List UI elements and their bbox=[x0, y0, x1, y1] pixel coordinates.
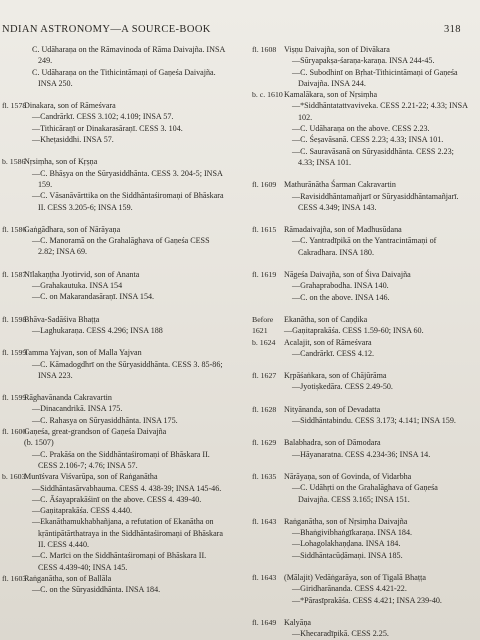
work-entry: —C. on the Sūryasiddhānta. INSA 184. bbox=[32, 585, 161, 595]
date-marker: fl. 1600 bbox=[2, 427, 27, 437]
work-entry: —Siddhāntabindu. CESS 3.173; 4.141; INSA 159. bbox=[292, 416, 456, 426]
date-marker: b. 1603 bbox=[2, 472, 26, 482]
author-name: Viṣṇu Daivajña, son of Divākara bbox=[284, 45, 390, 54]
author-name: Nārāyaṇa, son of Govinda, of Vidarbha bbox=[284, 471, 412, 481]
author-entry bbox=[2, 314, 226, 325]
work-entry: —C. Āśayaprakāśinī on the above. CESS 4. 439-40. bbox=[32, 494, 202, 504]
work-entry: —C. Sauravāsanā on Sūryasiddhānta. CESS 2.23; 4.33; INSA 101. bbox=[292, 146, 454, 167]
entry-spacer bbox=[252, 393, 470, 404]
author-entry bbox=[2, 156, 226, 167]
entry-spacer bbox=[252, 606, 470, 617]
work-entry: —Tithicāraṇī or Dinakarasāraṇī. CESS 3. 104. bbox=[32, 123, 183, 133]
author-name: Balabhadra, son of Dāmodara bbox=[284, 438, 381, 448]
work-entry: —C. on Makarandasāraṇī. INSA 154. bbox=[32, 292, 155, 302]
author-entry bbox=[2, 100, 226, 111]
author-entry bbox=[252, 516, 470, 527]
work-entry: —Dinacandrikā. INSA 175. bbox=[32, 404, 123, 414]
date-marker: fl. 1603 bbox=[2, 573, 27, 583]
work-entry: —C. Bhāṣya on the Sūryasiddhānta. CESS 3. 204-5; INSA 159. bbox=[32, 168, 223, 189]
right-column bbox=[252, 44, 470, 639]
author-entry bbox=[252, 179, 470, 190]
author-entry bbox=[2, 392, 226, 403]
date-marker: b. 1624 bbox=[252, 337, 276, 347]
work-entry: —Siddhāntasārvabhauma. CESS 4. 438-39; INSA 145-46. bbox=[32, 483, 222, 493]
work-entry: C. Udāharaṇa on the Rāmavinoda of Rāma Daivajña. INSA 249. bbox=[32, 45, 225, 66]
work-entry: —C. Manoramā on the Grahalāghava of Gaṇeśa CESS 2.82; INSA 69. bbox=[32, 236, 210, 257]
work-entry: —Khecaradīpikā. CESS 2.25. bbox=[292, 629, 389, 639]
date-marker: b. c. 1610 bbox=[252, 90, 283, 100]
date-marker: Before bbox=[252, 314, 274, 324]
date-marker: fl. 1587 bbox=[2, 269, 27, 279]
entry-spacer bbox=[252, 303, 470, 314]
author-entry bbox=[252, 337, 470, 348]
work-entry: C. Udāharaṇa on the Tithicintāmaṇi of Gaṇeśa Daivajña. INSA 250. bbox=[32, 67, 216, 88]
work-entry: —Ekanāthamukhabhañjana, a refutation of Ekanātha on kṛāntipātārthatraya in the Siddhāntaśiromaṇi of Bhāskara II. CESS 4.440. bbox=[32, 517, 223, 549]
date-marker: fl. 1586 bbox=[2, 224, 27, 234]
work-entry: —Siddhāntacūḍāmaṇi. INSA 185. bbox=[292, 550, 403, 560]
author-entry bbox=[252, 437, 470, 448]
author-name: Gaṅgādhara, son of Nārāyaṇa bbox=[24, 224, 121, 234]
work-entry: —Gaṇitaprakāśa. CESS 4.440. bbox=[32, 506, 133, 516]
date-marker: fl. 1599 bbox=[2, 348, 27, 358]
work-entry: —C. Kāmadogdhrī on the Sūryasiddhānta. CESS 3. 85-86; INSA 223. bbox=[32, 359, 223, 380]
author-entry bbox=[252, 89, 470, 100]
author-name: Bhāva-Sadāśiva Bhaṭṭa bbox=[24, 314, 100, 324]
author-entry bbox=[252, 44, 470, 55]
date-marker: fl. 1627 bbox=[252, 371, 277, 381]
date-marker: fl. 1598 bbox=[2, 314, 27, 324]
author-name: Rāghavānanda Cakravartin bbox=[24, 393, 112, 403]
work-entry: —Kheṭasiddhi. INSA 57. bbox=[32, 135, 114, 145]
entry-spacer bbox=[2, 89, 226, 100]
author-name: Raṅganātha, son of Nṛsiṃha Daivajña bbox=[284, 516, 408, 526]
work-entry: —C. Prakāśa on the Siddhāntaśiromaṇi of Bhāskara II. CESS 2.106-7; 4.76; INSA 57. bbox=[32, 449, 210, 470]
author-name: Nityānanda, son of Devadatta bbox=[284, 404, 381, 414]
entry-spacer bbox=[252, 561, 470, 572]
work-entry: —Lohagolakhaṇḍana. INSA 184. bbox=[292, 539, 401, 549]
work-entry: —Hāyanaratna. CESS 4.234-36; INSA 14. bbox=[292, 449, 431, 459]
entry-spacer bbox=[2, 303, 226, 314]
work-entry: —Giridharānanda. CESS 4.421-22. bbox=[292, 584, 407, 594]
work-entry: —C. on the above. INSA 146. bbox=[292, 292, 390, 302]
entry-spacer bbox=[252, 460, 470, 471]
date-marker: fl. 1649 bbox=[252, 617, 277, 627]
date-marker: fl. 1619 bbox=[252, 270, 277, 280]
entry-spacer bbox=[2, 336, 226, 347]
author-name: Dinakara, son of Rāmeśvara bbox=[24, 101, 116, 111]
entry-spacer bbox=[2, 381, 226, 392]
work-entry: —Grahaprabodha. INSA 140. bbox=[292, 281, 389, 291]
work-entry: —Laghukaraṇa. CESS 4.296; INSA 188 bbox=[32, 325, 163, 335]
date-marker: fl. 1609 bbox=[252, 180, 277, 190]
author-entry bbox=[252, 314, 470, 325]
entry-spacer bbox=[2, 213, 226, 224]
author-name: Tamma Yajvan, son of Malla Yajvan bbox=[24, 348, 142, 358]
date-marker: fl. 1615 bbox=[252, 225, 277, 235]
author-entry bbox=[252, 617, 470, 628]
entry-spacer bbox=[252, 258, 470, 269]
author-entry bbox=[252, 325, 470, 336]
work-entry: —C. Yantradīpikā on the Yantracintāmaṇi of Cakradhara. INSA 180. bbox=[292, 236, 437, 257]
author-entry bbox=[252, 224, 470, 235]
date-marker: fl. 1643 bbox=[252, 516, 277, 526]
author-name: Ekanātha, son of Caṇḍika bbox=[284, 314, 368, 324]
entry-spacer bbox=[252, 359, 470, 370]
author-name: Mathurānātha Śarman Cakravartin bbox=[284, 180, 396, 190]
work-entry: —Candrārkī. CESS 3.102; 4.109; INSA 57. bbox=[32, 112, 174, 122]
date-marker: fl. 1635 bbox=[252, 471, 277, 481]
work-entry: —C. Vāsanāvārttika on the Siddhāntaśiromaṇi of Bhāskara II. CESS 3.205-6; INSA 159. bbox=[32, 191, 224, 212]
running-header-title: NDIAN ASTRONOMY—A SOURCE-BOOK bbox=[2, 24, 211, 35]
author-name: Nṛsiṃha, son of Kṛṣṇa bbox=[24, 157, 98, 167]
left-column bbox=[2, 44, 226, 595]
entry-spacer bbox=[252, 213, 470, 224]
date-marker: fl. 1628 bbox=[252, 404, 277, 414]
work-entry: —Jyotiṣkedāra. CESS 2.49-50. bbox=[292, 382, 393, 392]
date-marker: fl. 1643 bbox=[252, 572, 277, 582]
date-marker: fl. 1578 bbox=[2, 101, 27, 111]
work-entry: —Candrārkī. CESS 4.12. bbox=[292, 348, 375, 358]
work-entry: —C. Marīci on the Siddhāntaśiromaṇi of Bhāskara II. CESS 4.439-40; INSA 145. bbox=[32, 551, 207, 572]
work-entry: —Grahakautuka. INSA 154 bbox=[32, 281, 123, 291]
work-entry: —*Pārasīprakāśa. CESS 4.421; INSA 239-40. bbox=[292, 595, 442, 605]
date-marker: 1621 bbox=[252, 326, 268, 336]
author-entry bbox=[2, 573, 226, 584]
author-name: Nīlakaṇṭha Jyotirvid, son of Ananta bbox=[24, 269, 140, 279]
author-entry bbox=[2, 269, 226, 280]
author-entry bbox=[252, 471, 470, 482]
work-entry: —Bhaṅgivibhaṅgīkaraṇa. INSA 184. bbox=[292, 528, 413, 538]
work-entry: —C. Rahasya on Sūryasiddhānta. INSA 175. bbox=[32, 415, 178, 425]
author-entry bbox=[2, 224, 226, 235]
work-entry: —*Siddhāntatattvaviveka. CESS 2.21-22; 4.33; INSA 102. bbox=[292, 101, 468, 122]
author-entry bbox=[252, 404, 470, 415]
entry-spacer bbox=[252, 426, 470, 437]
author-name: Rāmadaivajña, son of Madhusūdana bbox=[284, 225, 402, 235]
author-name: (Mālajit) Vedāṅgarāya, son of Tigalā Bhaṭṭa bbox=[284, 572, 426, 582]
author-entry bbox=[252, 269, 470, 280]
date-marker: fl. 1599 bbox=[2, 393, 27, 403]
author-entry bbox=[2, 347, 226, 358]
author-entry bbox=[2, 471, 226, 482]
author-name: —Gaṇitaprakāśa. CESS 1.59-60; INSA 60. bbox=[284, 326, 424, 336]
date-marker: fl. 1629 bbox=[252, 438, 277, 448]
author-name: Acalajit, son of Rāmeśvara bbox=[284, 337, 372, 347]
work-entry: —C. Śeṣavāsanā. CESS 2.23; 4.33; INSA 101. bbox=[292, 135, 444, 145]
entry-spacer bbox=[2, 258, 226, 269]
work-entry: —C. Subodhinī on Bṛhat-Tithicintāmaṇi of Gaṇeśa Daivajña. INSA 244. bbox=[292, 67, 458, 88]
work-entry: —Sūryapakṣa-śaraṇa-karaṇa. INSA 244-45. bbox=[292, 56, 435, 66]
entry-spacer bbox=[252, 505, 470, 516]
date-marker: fl. 1608 bbox=[252, 45, 277, 54]
author-name: Raṅganātha, son of Ballāla bbox=[24, 573, 112, 583]
author-note: (b. 1507) bbox=[24, 438, 54, 448]
work-entry: —Ravisiddhāntamañjarī or Sūryasiddhāntamañjarī. CESS 4.349; INSA 143. bbox=[292, 191, 459, 212]
entry-spacer bbox=[2, 145, 226, 156]
entry-spacer bbox=[252, 168, 470, 179]
work-entry: —C. Udāhṛti on the Grahalāghava of Gaṇeśa Daivajña. CESS 3.165; INSA 151. bbox=[292, 483, 438, 504]
author-name: Nāgeśa Daivajña, son of Śiva Daivajña bbox=[284, 270, 411, 280]
author-entry bbox=[252, 370, 470, 381]
author-name: Kamalākara, son of Nṛsiṃha bbox=[284, 90, 378, 100]
author-name: Gaṇeśa, great-grandson of Gaṇeśa Daivajña bbox=[24, 427, 167, 437]
date-marker: b. 1586 bbox=[2, 157, 26, 167]
work-entry: —C. Udāharaṇa on the above. CESS 2.23. bbox=[292, 124, 430, 134]
author-name: Munīśvara Viśvarūpa, son of Raṅganātha bbox=[24, 472, 158, 482]
page-number: 318 bbox=[444, 24, 461, 35]
author-entry bbox=[252, 572, 470, 583]
author-entry bbox=[2, 426, 226, 437]
author-name: Kṛpāśaṅkara, son of Chājūrāma bbox=[284, 371, 387, 381]
author-name: Kalyāṇa bbox=[284, 617, 311, 627]
